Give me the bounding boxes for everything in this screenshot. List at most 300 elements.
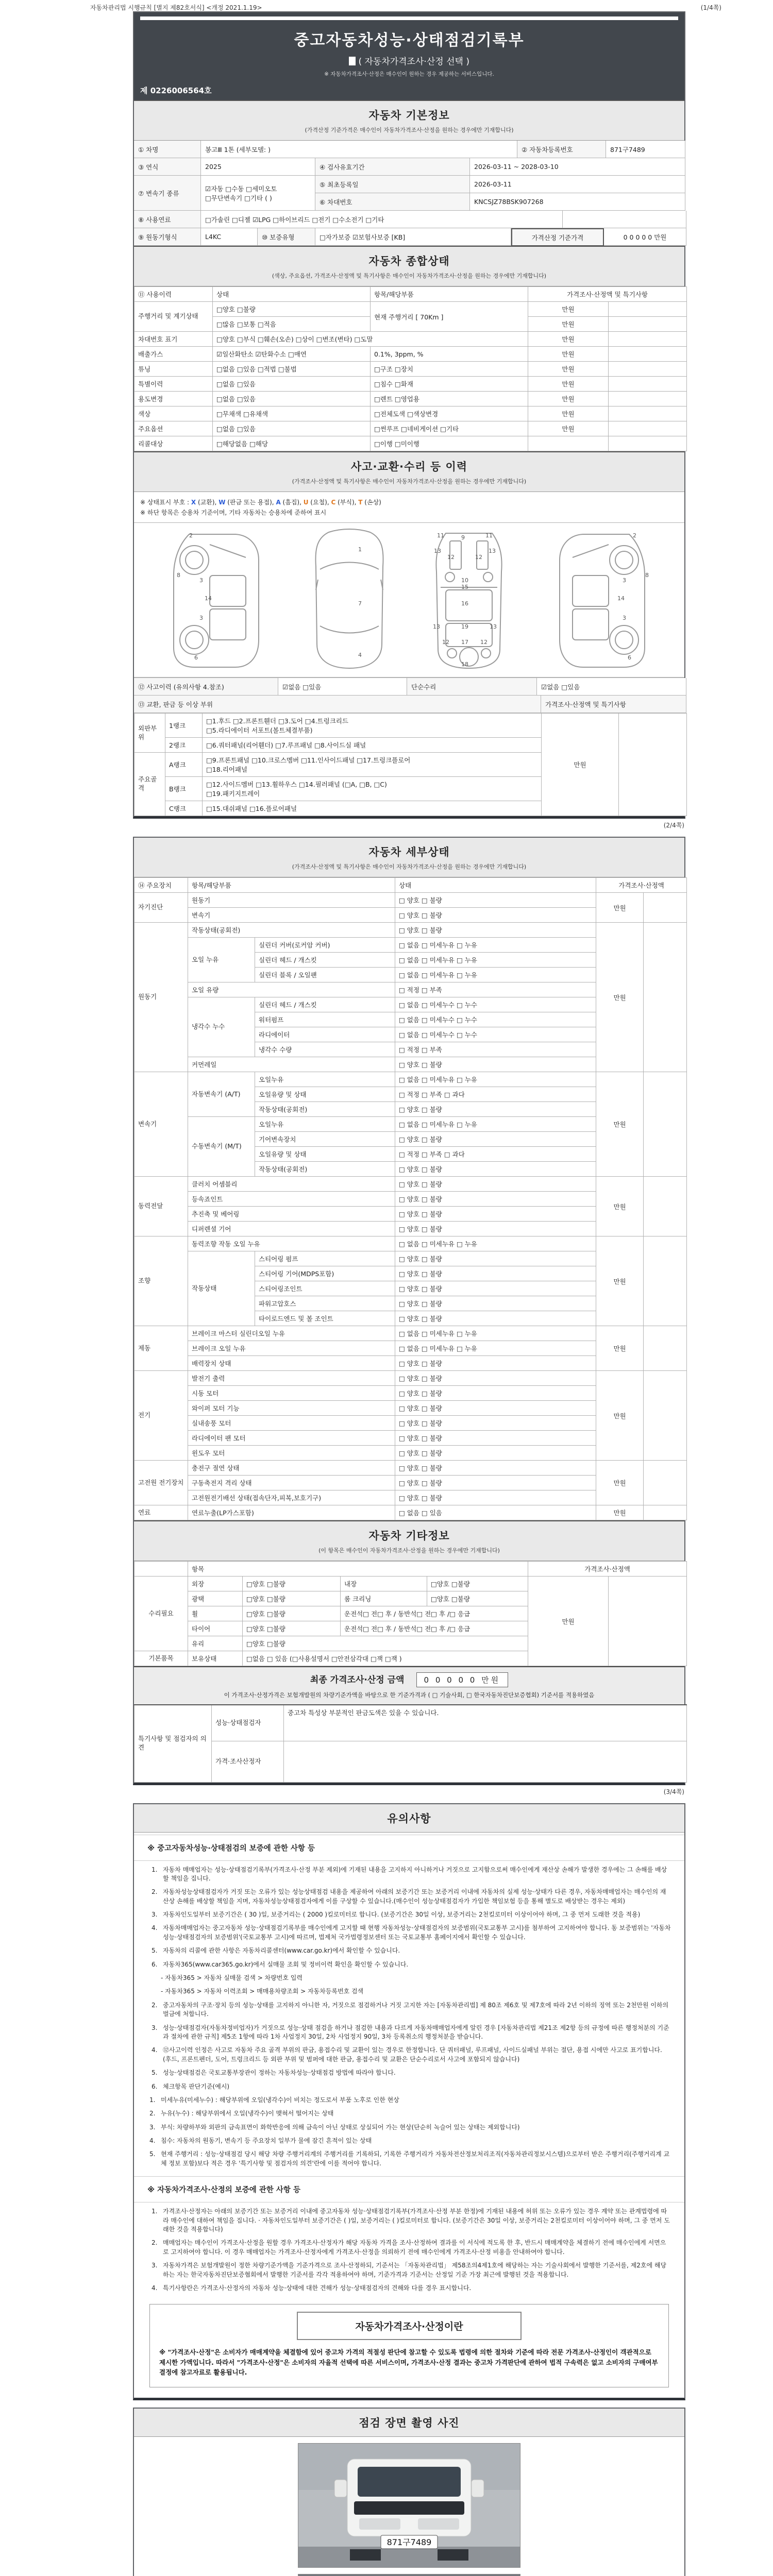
overall-note-cell [609, 362, 687, 377]
possession-label: 보유상태 [188, 1651, 243, 1666]
detail-state-checkboxes[interactable]: □ 양호 □ 불량 [395, 923, 596, 938]
detail-state-checkboxes[interactable]: □ 양호 □ 불량 [395, 1401, 596, 1416]
detail-state-checkboxes[interactable]: □ 없음 □ 미세누수 □ 누수 [395, 1012, 596, 1027]
overall-price-value: 만원 [528, 317, 609, 332]
accident-history-label: ⑫ 사고이력 (유의사항 4.참조) [134, 678, 278, 696]
diagram-part-number: 4 [358, 652, 362, 658]
overall-state-checkboxes[interactable]: □무채색 □유채색 [213, 406, 371, 421]
detail-state-checkboxes[interactable]: □ 적정 □ 부족 [395, 1042, 596, 1057]
rank-part-checkboxes[interactable]: □1.후드 □2.프론트휀더 □3.도어 □4.트렁크리드 □5.라디에이터 서포트(볼트체결부품) [203, 714, 542, 738]
detail-part-label: 연료누출(LP가스포함) [188, 1505, 395, 1520]
diagram-part-number: 18 [461, 661, 468, 668]
final-price-band [134, 1666, 684, 1704]
detail-state-checkboxes[interactable]: □ 적정 □ 부족 [395, 982, 596, 997]
detail-state-checkboxes[interactable]: □ 양호 □ 불량 [395, 1490, 596, 1505]
diagram-part-number: 13 [434, 548, 441, 554]
detail-sub-label: 작동상태 [188, 1251, 255, 1326]
rank-label: C랭크 [165, 801, 203, 816]
reg-number-value: 871구7489 [606, 141, 685, 158]
notice-item: 3. 자동차인도일부터 보증기간은 ( 30 )일, 보증거리는 ( 2000 )킬로미터로 합니다. (보증기간은 30일 이상, 보증거리는 2천킬로미터 이상이어야 하며, 그 중 먼저 도래한 것을 적용) [152, 1911, 641, 1919]
diagram-part-number: 3 [623, 615, 626, 621]
model-year-label: ③ 연식 [134, 158, 201, 176]
overall-state-header: 상태 [213, 287, 371, 302]
detail-group-label: 자기진단 [135, 893, 188, 923]
overall-state-checkboxes[interactable]: ☑일산화탄소 ☑탄화수소 □매연 [213, 347, 371, 362]
detail-sub-label: 오일 누유 [188, 938, 255, 982]
diagram-part-number: 8 [645, 572, 649, 579]
detail-state-checkboxes[interactable]: □ 양호 □ 불량 [395, 1207, 596, 1222]
accident-title: 사고·교환·수리 등 이력 [350, 461, 468, 473]
detail-part-label: 배력장치 상태 [188, 1356, 395, 1371]
base-price-value: 0 0 0 0 0 만원 [604, 228, 686, 246]
overall-price-value: 만원 [528, 302, 609, 317]
notice-item: 3. 성능·상태점검자(자동차정비업자)가 거짓으로 성능·상태 점검을 하거나 점검한 내용과 다르게 자동차매매업자에게 알린 경우 [자동차관리법 제21조 제2항 등의 규정에 따른 행정처분의 기준과 절차에 관한 규칙] 제5조 1항에 따라 1차 사업정지 30일, 2차 사업정지 90일, 3차 등록취소의 행정처분을 받습니다. [152, 2024, 669, 2040]
detail-note-cell [644, 1177, 687, 1236]
diagram-part-number: 14 [205, 595, 212, 602]
polish-label: 광택 [188, 1591, 243, 1606]
diagram-part-number: 16 [461, 600, 468, 607]
notice-list-2 [134, 2207, 684, 2293]
detail-state-checkboxes[interactable]: □ 양호 □ 불량 [395, 1476, 596, 1490]
detail-state-checkboxes[interactable]: □ 없음 □ 미세누유 □ 누유 [395, 1326, 596, 1341]
interior-label: 내장 [341, 1577, 427, 1591]
rank-part-checkboxes[interactable]: □15.대쉬패널 □16.플로어패널 [203, 801, 542, 816]
inspection-photo-underside [298, 2574, 520, 2576]
etc-note-cell [609, 1577, 687, 1666]
notice-item: 6. 자동차365(www.car365.go.kr)에서 실매물 조회 및 정비이력 확인을 확인할 수 있습니다. [152, 1960, 409, 1968]
car-side-right-diagram [549, 529, 660, 671]
detail-part-label: 스티어링 펌프 [255, 1251, 395, 1266]
detail-state-checkboxes[interactable]: □ 양호 □ 불량 [395, 1057, 596, 1072]
form-reference: 자동차관리법 시행규칙 [별지 제82호서식] <개정 2021.1.19> [90, 4, 262, 11]
notice-item: 1. 가격조사·산정자는 아래의 보증기간 또는 보증거리 이내에 중고자동차 성능·상태점검기록부(가격조사·산정 부분 한정)에 기재된 내용에 허위 또는 오류가 있는 경우 계약 또는 관계법령에 따라 매수인에 대하여 책임을 집니다. · 자동차인도일부터 보증기간은 ( )일, 보증거리는 ( )킬로미터로 합니다. (보증기간은 30일 이상, 보증거리는 2천킬로미터 이상이어야 하며, 그 중 먼저 도래한 것을 적용합니다) [152, 2208, 670, 2233]
final-price-label: 최종 가격조사·산정 금액 [310, 1675, 405, 1685]
definition-box-title: 자동차가격조사·산정이란 [297, 2312, 522, 2340]
overall-usage-header: ⑪ 사용이력 [135, 287, 213, 302]
overall-note-cell [609, 347, 687, 362]
damage-code-x: X [191, 499, 196, 506]
detail-state-checkboxes[interactable]: □ 양호 □ 불량 [395, 893, 596, 908]
overall-state-checkboxes[interactable]: □없음 □있음 [213, 392, 371, 406]
detail-state-checkboxes[interactable]: □ 양호 □ 불량 [395, 1311, 596, 1326]
notice-item: 3. 자동차가격은 보험개발원이 정한 차량기준가액을 기준가격으로 조사·산정하되, 기준서는 「자동차관리법」 제58조의4제1호에 해당하는 자는 기술사회에서 발행한 기준서를, 제2호에 해당하는 자는 한국자동차진단보증협회에서 발행한 기준서를 각각 적용하여야 하며, 기준가격과 기준서는 산정일 기준 가장 최근에 발행된 것을 적용합니다. [152, 2262, 667, 2278]
overall-state-checkboxes[interactable]: □없음 □있음 [213, 377, 371, 392]
overall-price-value: 만원 [528, 362, 609, 377]
detail-part-label: 냉각수 수량 [255, 1042, 395, 1057]
overall-note-cell [609, 406, 687, 421]
detail-group-label: 원동기 [135, 923, 188, 1072]
detail-price-value: 만원 [596, 1236, 644, 1326]
car-underside-diagram [430, 528, 508, 672]
diagram-part-number: 14 [617, 595, 625, 602]
overall-row-label: 튜닝 [135, 362, 213, 377]
notice-item: 2. 매매업자는 매수인이 가격조사·산정을 원할 경우 가격조사·산정자가 해당 자동차 가격을 조사·산정하여 결과를 이 서식에 적도록 한 후, 반드시 매매계약을 체결하기 전에 매수인에게 서면으로 고지하여야 합니다. 이 경우 매매업자는 가격조사·산정자에게 가격조사·산정을 의뢰하기 전에 매수인에게 가격조사·산정 비용을 안내하여야 합니다. [152, 2239, 666, 2256]
interior-checkboxes[interactable]: □양호 □불량 [427, 1577, 528, 1591]
possession-checkboxes[interactable]: □없음 □ 있음 (□사용설명서 □안전삼각대 □잭 □잭 ) [243, 1651, 528, 1666]
wheel-label: 휠 [188, 1606, 243, 1621]
overall-price-value: 만원 [528, 347, 609, 362]
exterior-checkboxes[interactable]: □양호 □불량 [243, 1577, 341, 1591]
detail-sub-label: 냉각수 누수 [188, 997, 255, 1057]
detail-state-checkboxes[interactable]: □ 없음 □ 미세누유 □ 누유 [395, 1117, 596, 1132]
overall-price-value: 만원 [528, 332, 609, 347]
diagram-part-number: 13 [489, 548, 496, 554]
detail-part-label: 클러치 어셈블리 [188, 1177, 395, 1192]
detail-group-label: 전기 [135, 1371, 188, 1461]
diagram-part-number: 3 [623, 577, 626, 584]
transmission-checkboxes[interactable]: ☑자동 □수동 □세미오토 □무단변속기 □기타 ( ) [201, 176, 315, 211]
overall-band [134, 246, 684, 286]
overall-item-checkboxes[interactable]: 0.1%, 3ppm, % [371, 347, 528, 362]
price-appraisal-definition-box [149, 2304, 669, 2387]
model-year-value: 2025 [201, 158, 315, 176]
overall-note-cell [609, 332, 687, 347]
diagram-part-number: 2 [189, 532, 193, 539]
detail-group-label: 고전원 전기장치 [135, 1461, 188, 1505]
simple-repair-checkboxes[interactable]: ☑없음 □있음 [537, 678, 686, 696]
detail-note-cell [644, 893, 687, 923]
detail-part-label: 스티어링 기어(MDPS포함) [255, 1266, 395, 1281]
detail-part-label: 디퍼렌셜 기어 [188, 1222, 395, 1236]
detail-part-label: 기어변속장치 [255, 1132, 395, 1147]
notice-sub-item: 3. 부식: 차량하부와 외판의 금속표면이 화학반응에 의해 금속이 아닌 상태로 상실되어 가는 현상(단순히 녹슬어 있는 상태는 제외합니다) [149, 2123, 520, 2131]
detail-state-checkboxes[interactable]: □ 양호 □ 불량 [395, 1192, 596, 1207]
diagram-part-number: 2 [633, 532, 636, 539]
detail-part-label: 라디에이터 팬 모터 [188, 1431, 395, 1446]
damage-code-w: W [219, 499, 226, 506]
detail-item-header: 항목/해당부품 [188, 878, 395, 893]
detail-price-value: 만원 [596, 1461, 644, 1505]
detail-state-checkboxes[interactable]: □ 없음 □ 미세누수 □ 누수 [395, 997, 596, 1012]
overall-item-checkboxes[interactable]: □썬루프 □네비게이션 □기타 [371, 421, 528, 436]
car-name-value: 봉고Ⅲ 1톤 (세부모델: ) [201, 141, 517, 158]
detail-part-label: 라디에이터 [255, 1027, 395, 1042]
page-title: 중고자동차성능·상태점검기록부 [294, 31, 525, 49]
overall-item-header: 항목/해당부품 [371, 287, 528, 302]
detail-part-label: 와이퍼 모터 기능 [188, 1401, 395, 1416]
detail-state-checkboxes[interactable]: □ 양호 □ 불량 [395, 1102, 596, 1117]
detail-state-checkboxes[interactable]: □ 없음 □ 미세누유 □ 누유 [395, 1072, 596, 1087]
overall-row-label: 주행거리 및 계기상태 [135, 302, 213, 332]
detail-state-checkboxes[interactable]: □ 없음 □ 미세누유 □ 누유 [395, 968, 596, 982]
detail-part-label: 시동 모터 [188, 1386, 395, 1401]
warranty-type-checkboxes[interactable]: □자가보증 ☑보험사보증 [KB] [315, 228, 511, 246]
etc-item-header: 항목 [188, 1562, 528, 1577]
notice-item: 2. 자동차성능상태점검자가 거짓 또는 오류가 있는 성능상태점검 내용을 제공하여 아래의 보증기간 또는 보증거리 이내에 자동차의 실제 성능·상태가 다른 경우, 자동차매매업자는 매수인의 재산상 손해를 배상할 책임을 지며, 자동차성능상태점검자에게 이를 구상할 수 있습니다.(매수인이 성능상태점검자가 가입한 책임보험 등을 통해 별도로 배상받는 경우는 제외) [152, 1888, 666, 1905]
page-top-meta [90, 3, 721, 12]
detail-part-label: 오일 유량 [188, 982, 395, 997]
accident-note-cell [619, 714, 687, 816]
notice-box2-title: ※ 자동차가격조사·산정의 보증에 관한 사항 등 [134, 2176, 684, 2202]
car-name-label: ① 차명 [134, 141, 201, 158]
detail-part-label: 실린더 블록 / 오일팬 [255, 968, 395, 982]
etc-subtitle: (이 항목은 매수인이 자동차가격조사·산정을 원하는 경우에만 기재합니다) [318, 1547, 500, 1554]
notice-list-outer [134, 2001, 684, 2168]
detail-part-label: 실린더 헤드 / 개스킷 [255, 953, 395, 968]
etc-band [134, 1520, 684, 1561]
vin-value: KNCSJZ78BSK907268 [470, 193, 685, 211]
basic-info-title: 자동차 기본정보 [368, 109, 450, 122]
detail-state-checkboxes[interactable]: □ 양호 □ 불량 [395, 1296, 596, 1311]
overall-item-checkboxes[interactable]: □구조 □장치 [371, 362, 528, 377]
damage-code-a: A [276, 499, 281, 506]
section-box-2 [133, 837, 685, 1785]
opinion-group-label: 특기사항 및 점검자의 의견 [135, 1705, 212, 1782]
accident-price-value: 만원 [542, 714, 619, 816]
notice-item: 4. 특기사항란은 가격조사·산정자의 자동차 성능·상태에 대한 견해가 성능·상태점검자의 견해와 다를 경우 표시합니다. [152, 2284, 472, 2292]
detail-state-checkboxes[interactable]: □ 양호 □ 불량 [395, 1281, 596, 1296]
detail-state-checkboxes[interactable]: □ 없음 □ 있음 [395, 1505, 596, 1520]
detail-part-label: 타이로드엔드 및 볼 조인트 [255, 1311, 395, 1326]
detail-note-cell [644, 1326, 687, 1371]
first-reg-value: 2026-03-11 [470, 176, 685, 193]
rank-label: A랭크 [165, 753, 203, 777]
overall-table [134, 286, 687, 451]
detail-state-checkboxes[interactable]: □ 양호 □ 불량 [395, 1251, 596, 1266]
transmission-label: ⑦ 변속기 종류 [134, 176, 201, 211]
etc-title: 자동차 기타정보 [368, 1530, 450, 1542]
accident-subtitle: (가격조사·산정액 및 특기사항은 매수인이 자동차가격조사·산정을 원하는 경우에만 기재합니다) [292, 478, 527, 485]
notice-sub-item: 1. 미세누유(미세누수) : 해당부위에 오일(냉각수)이 비치는 정도로서 부품 노후로 인한 현상 [149, 2096, 399, 2104]
rank-part-checkboxes[interactable]: □12.사이드멤버 □13.휠하우스 □14.필러패널 (□A, □B, □C) □19.패키지트레이 [203, 777, 542, 801]
header-stripe [140, 16, 678, 20]
rank-part-checkboxes[interactable]: □6.쿼터패널(리어휀더) □7.루프패널 □8.사이드실 패널 [203, 738, 542, 753]
glass-label: 유리 [188, 1636, 243, 1651]
wheel-checkboxes[interactable]: □양호 □불량 [243, 1606, 341, 1621]
price-select-subtitle: ( 자동차가격조사·산정 선택 ) [139, 54, 679, 67]
diagram-part-number: 12 [475, 554, 482, 561]
overall-note-cell [609, 377, 687, 392]
overall-item-checkboxes[interactable]: □침수 □화재 [371, 377, 528, 392]
detail-note-cell [644, 1236, 687, 1326]
etc-price-value: 만원 [528, 1577, 609, 1666]
main-header [134, 12, 684, 100]
overall-item-value: 현재 주행거리 [ 70Km ] [371, 302, 528, 332]
detail-state-checkboxes[interactable]: □ 양호 □ 불량 [395, 1266, 596, 1281]
detail-part-label: 충전구 절연 상태 [188, 1461, 395, 1476]
damage-code-u: U [303, 499, 309, 506]
detail-state-checkboxes[interactable]: □ 양호 □ 불량 [395, 1356, 596, 1371]
accident-history-checkboxes[interactable]: ☑없음 □있음 [278, 678, 407, 696]
overall-note-cell [609, 421, 687, 436]
accident-rank-table [134, 713, 687, 816]
detail-state-checkboxes[interactable]: □ 적정 □ 부족 □ 과다 [395, 1147, 596, 1162]
diagram-part-number: 6 [628, 654, 631, 661]
glass-checkboxes[interactable]: □양호 □불량 [243, 1636, 528, 1651]
car-damage-diagram [134, 523, 684, 677]
notice-item: 6. 체크항목 판단기준(예시) [152, 2082, 230, 2090]
detail-state-checkboxes[interactable]: □ 양호 □ 불량 [395, 1162, 596, 1177]
tire-label: 타이어 [188, 1621, 243, 1636]
diagram-part-number: 7 [358, 600, 362, 607]
page-number-2: (2/4쪽) [663, 822, 684, 829]
etc-table [134, 1561, 687, 1666]
inspection-period-label: ④ 검사유효기간 [315, 158, 470, 176]
overall-state-checkboxes[interactable]: □해당없음 □해당 [213, 436, 371, 451]
tire-checkboxes[interactable]: □양호 □불량 [243, 1621, 341, 1636]
diagram-part-number: 17 [461, 639, 468, 646]
detail-table [134, 877, 687, 1520]
etc-price-header: 가격조사·산정액 [528, 1562, 687, 1577]
base-price-label: 가격산정 기준가격 [511, 228, 604, 246]
notice-sub-item: - 자동차365 > 자동차 실매물 검색 > 차량번호 입력 [161, 1974, 303, 1982]
passenger-car-note: ※ 하단 항목은 승용차 기준이며, 기타 자동차는 승용차에 준하여 표시 [140, 509, 327, 516]
detail-state-checkboxes[interactable]: □ 적정 □ 부족 □ 과다 [395, 1087, 596, 1102]
diagram-part-number: 10 [461, 577, 468, 584]
diagram-part-number: 1 [358, 546, 362, 553]
detail-state-checkboxes[interactable]: □ 양호 □ 불량 [395, 1461, 596, 1476]
damage-code-t: T [358, 499, 363, 506]
basic-info-band [134, 100, 684, 141]
detail-price-header: 가격조사·산정액 [596, 878, 687, 893]
overall-item-checkboxes[interactable]: □이행 □미이행 [371, 436, 528, 451]
detail-sub-label: 수동변속기 (M/T) [188, 1117, 255, 1177]
fuel-label: ⑧ 사용연료 [134, 211, 201, 228]
detail-state-header: 상태 [395, 878, 596, 893]
diagram-part-number: 6 [194, 654, 198, 661]
diagram-part-number: 8 [177, 572, 180, 579]
photo-band [134, 2409, 684, 2437]
notice-box [133, 1803, 685, 2400]
opinion-table [134, 1704, 687, 1783]
overall-state-checkboxes[interactable]: □양호 □부식 □훼손(오손) □상이 □변조(변타) □도말 [213, 332, 528, 347]
detail-part-label: 등속죠인트 [188, 1192, 395, 1207]
detail-note-cell [644, 1505, 687, 1520]
fuel-checkboxes[interactable]: □가솔린 □디젤 ☑LPG □하이브리드 □전기 □수소전기 □기타 [201, 211, 563, 228]
detail-state-checkboxes[interactable]: □ 양호 □ 불량 [395, 1386, 596, 1401]
overall-price-header: 가격조사·산정액 및 특기사항 [528, 287, 687, 302]
overall-item-checkboxes[interactable]: □전체도색 □색상변경 [371, 406, 528, 421]
detail-state-checkboxes[interactable]: □ 양호 □ 불량 [395, 1177, 596, 1192]
overall-subtitle: (색상, 주요옵션, 가격조사·산정액 및 특기사항은 매수인이 자동차가격조사·산정을 원하는 경우에만 기재합니다) [272, 273, 547, 279]
state-code-note: ※ 상태표시 부호 : X (교환), W (판금 또는 용접), A (흠집), U (요철), C (부식), T (손상) [140, 499, 381, 506]
rank-label: 1랭크 [165, 714, 203, 738]
overall-state-checkboxes[interactable]: □많음 □보통 □적음 [213, 317, 371, 332]
first-reg-label: ⑤ 최초등록일 [315, 176, 470, 193]
overall-price-value: 만원 [528, 377, 609, 392]
detail-part-label: 동력조향 작동 오일 누유 [188, 1236, 395, 1251]
definition-box-text: ※ "가격조사·산정"은 소비자가 매매계약을 체결함에 있어 중고차 가격의 적절성 판단에 참고할 수 있도록 법령에 의한 절차와 기준에 따라 전문 가격조사·산정인이 객관적으로 제시한 가액입니다. 따라서 "가격조사·산정"은 소비자의 자율적 선택에 따른 서비스이며, 가격조사·산정 결과는 중고차 가격판단에 관하여 법적 구속력은 없고 소비자의 구매여부 결정에 참고자료로 활용됩니다. [159, 2348, 658, 2377]
photo-title: 점검 장면 촬영 사진 [359, 2416, 460, 2429]
outer-panel-group: 외판부위 [135, 714, 165, 753]
diagram-part-number: 3 [199, 615, 203, 621]
basic-items-group: 기본품목 [135, 1651, 188, 1666]
detail-state-checkboxes[interactable]: □ 양호 □ 불량 [395, 1431, 596, 1446]
detail-part-label: 원동기 [188, 893, 395, 908]
detail-part-label: 브레이크 오일 누유 [188, 1341, 395, 1356]
notice-title: 유의사항 [387, 1812, 431, 1825]
damage-code-c: C [331, 499, 336, 506]
vin-label: ⑥ 차대번호 [315, 193, 470, 211]
overall-row-label: 배출가스 [135, 347, 213, 362]
accident-notes [134, 492, 684, 523]
detail-state-checkboxes[interactable]: □ 양호 □ 불량 [395, 1222, 596, 1236]
header-note: ※ 자동차가격조사·산정은 매수인이 원하는 경우 제공하는 서비스입니다. [324, 71, 494, 77]
overall-row-label: 특별이력 [135, 377, 213, 392]
detail-state-checkboxes[interactable]: □ 양호 □ 불량 [395, 908, 596, 923]
diagram-part-number: 13 [433, 623, 440, 630]
overall-state-checkboxes[interactable]: □양호 □불량 [213, 302, 371, 317]
detail-group-label: 동력전달 [135, 1177, 188, 1236]
detail-state-checkboxes[interactable]: □ 없음 □ 미세누유 □ 누유 [395, 1236, 596, 1251]
detail-part-label: 오일누유 [255, 1072, 395, 1087]
overall-state-checkboxes[interactable]: □없음 □있음 [213, 421, 371, 436]
overall-price-value: 만원 [528, 392, 609, 406]
inspector-opinion-text: 중고차 특성상 부분적인 판금도색은 있을 수 있습니다. [284, 1705, 687, 1741]
notice-sub-item: 4. 침수: 자동차의 원동기, 변속기 등 주요장치 일부가 물에 잠긴 흔적이 있는 상태 [149, 2137, 372, 2145]
notice-item: 5. 성능·상태점검은 국토교통부장관이 정하는 자동차성능·상태점검 방법에 따라야 합니다. [152, 2069, 396, 2077]
detail-part-label: 작동상태(공회전) [255, 1162, 395, 1177]
engine-type-value: L4KC [201, 228, 258, 246]
detail-state-checkboxes[interactable]: □ 양호 □ 불량 [395, 1371, 596, 1386]
appraiser-label: 가격·조사산정자 [212, 1741, 284, 1782]
car-side-left-diagram [158, 529, 269, 671]
detail-part-label: 변속기 [188, 908, 395, 923]
simple-repair-label: 단순수리 [407, 678, 537, 696]
car-top-diagram [311, 528, 388, 672]
fuel-spare-cell [563, 211, 686, 228]
detail-part-label: 윈도우 모터 [188, 1446, 395, 1461]
main-frame-group: 주요골격 [135, 753, 165, 816]
inspection-photo-front [298, 2443, 520, 2568]
overall-price-value [528, 436, 609, 451]
overall-state-checkboxes[interactable]: □없음 □있음 □적법 □불법 [213, 362, 371, 377]
appraiser-opinion-text [284, 1741, 687, 1782]
detail-state-checkboxes[interactable]: □ 양호 □ 불량 [395, 1446, 596, 1461]
basic-info-subtitle: (가격산정 기준가격은 매수인이 자동차가격조사·산정을 원하는 경우에만 기재합니다) [305, 127, 514, 133]
polish-checkboxes[interactable]: □양호 □불량 [243, 1591, 341, 1606]
photo-box [133, 2408, 685, 2576]
overall-note-cell [609, 436, 687, 451]
detail-part-label: 추진축 및 베어링 [188, 1207, 395, 1222]
detail-state-checkboxes[interactable]: □ 없음 □ 미세누수 □ 누수 [395, 1027, 596, 1042]
overall-item-checkboxes[interactable]: □렌트 □영업용 [371, 392, 528, 406]
repair-needed-group: 수리필요 [135, 1577, 188, 1651]
detail-state-checkboxes[interactable]: □ 양호 □ 불량 [395, 1416, 596, 1431]
detail-state-checkboxes[interactable]: □ 양호 □ 불량 [395, 1132, 596, 1147]
detail-state-checkboxes[interactable]: □ 없음 □ 미세누유 □ 누유 [395, 938, 596, 953]
notice-item: 4. 자동차매매업자는 중고자동차 성능·상태점검기록부를 매수인에게 고지할 때 현행 자동차성능·상태점검자의 보증범위(국토교통부 고시)를 첨부하여 고지하여야 합니다. 동 보증범위는 '자동차성능·상태점검자의 보증범위'(국토교통부 고시)에 따르며, 법제처 국가법령정보센터 또는 국토교통부 홈페이지에서 확인할 수 있습니다. [152, 1924, 671, 1941]
detail-part-label: 발전기 출력 [188, 1371, 395, 1386]
diagram-part-number: 12 [442, 639, 449, 646]
overall-price-value: 만원 [528, 421, 609, 436]
detail-part-label: 작동상태(공회전) [255, 1102, 395, 1117]
etc-corner-cell [135, 1562, 188, 1577]
detail-state-checkboxes[interactable]: □ 없음 □ 미세누유 □ 누유 [395, 953, 596, 968]
overall-note-cell [609, 317, 687, 332]
diagram-part-number: 11 [485, 532, 493, 539]
license-plate-text: 871구7489 [386, 2537, 432, 2547]
overall-note-cell [609, 392, 687, 406]
detail-state-checkboxes[interactable]: □ 없음 □ 미세누유 □ 누유 [395, 1341, 596, 1356]
notice-body [134, 1833, 684, 2398]
engine-type-label: ⑨ 원동기형식 [134, 228, 201, 246]
reg-number-label: ② 자동차등록번호 [517, 141, 606, 158]
detail-price-value: 만원 [596, 1505, 644, 1520]
wheel-position-checkboxes[interactable]: 운전석□ 전□ 후 / 동반석□ 전□ 후 /□ 응급 [341, 1606, 528, 1621]
rank-part-checkboxes[interactable]: □9.프론트패널 □10.크로스멤버 □11.인사이드패널 □17.트렁크플로어 □18.리어패널 [203, 753, 542, 777]
detail-part-label: 스티어링조인트 [255, 1281, 395, 1296]
room-cleaning-checkboxes[interactable]: □양호 □불량 [427, 1591, 528, 1606]
room-cleaning-label: 룸 크리닝 [341, 1591, 427, 1606]
overall-row-label: 주요옵션 [135, 421, 213, 436]
overall-title: 자동차 종합상태 [368, 255, 450, 267]
rank-label: 2랭크 [165, 738, 203, 753]
tire-position-checkboxes[interactable]: 운전석□ 전□ 후 / 동반석□ 전□ 후 /□ 응급 [341, 1621, 528, 1636]
page-number-1: (1/4쪽) [700, 4, 721, 11]
warranty-type-label: ⑩ 보증유형 [258, 228, 315, 246]
diagram-part-number: 9 [461, 534, 465, 541]
